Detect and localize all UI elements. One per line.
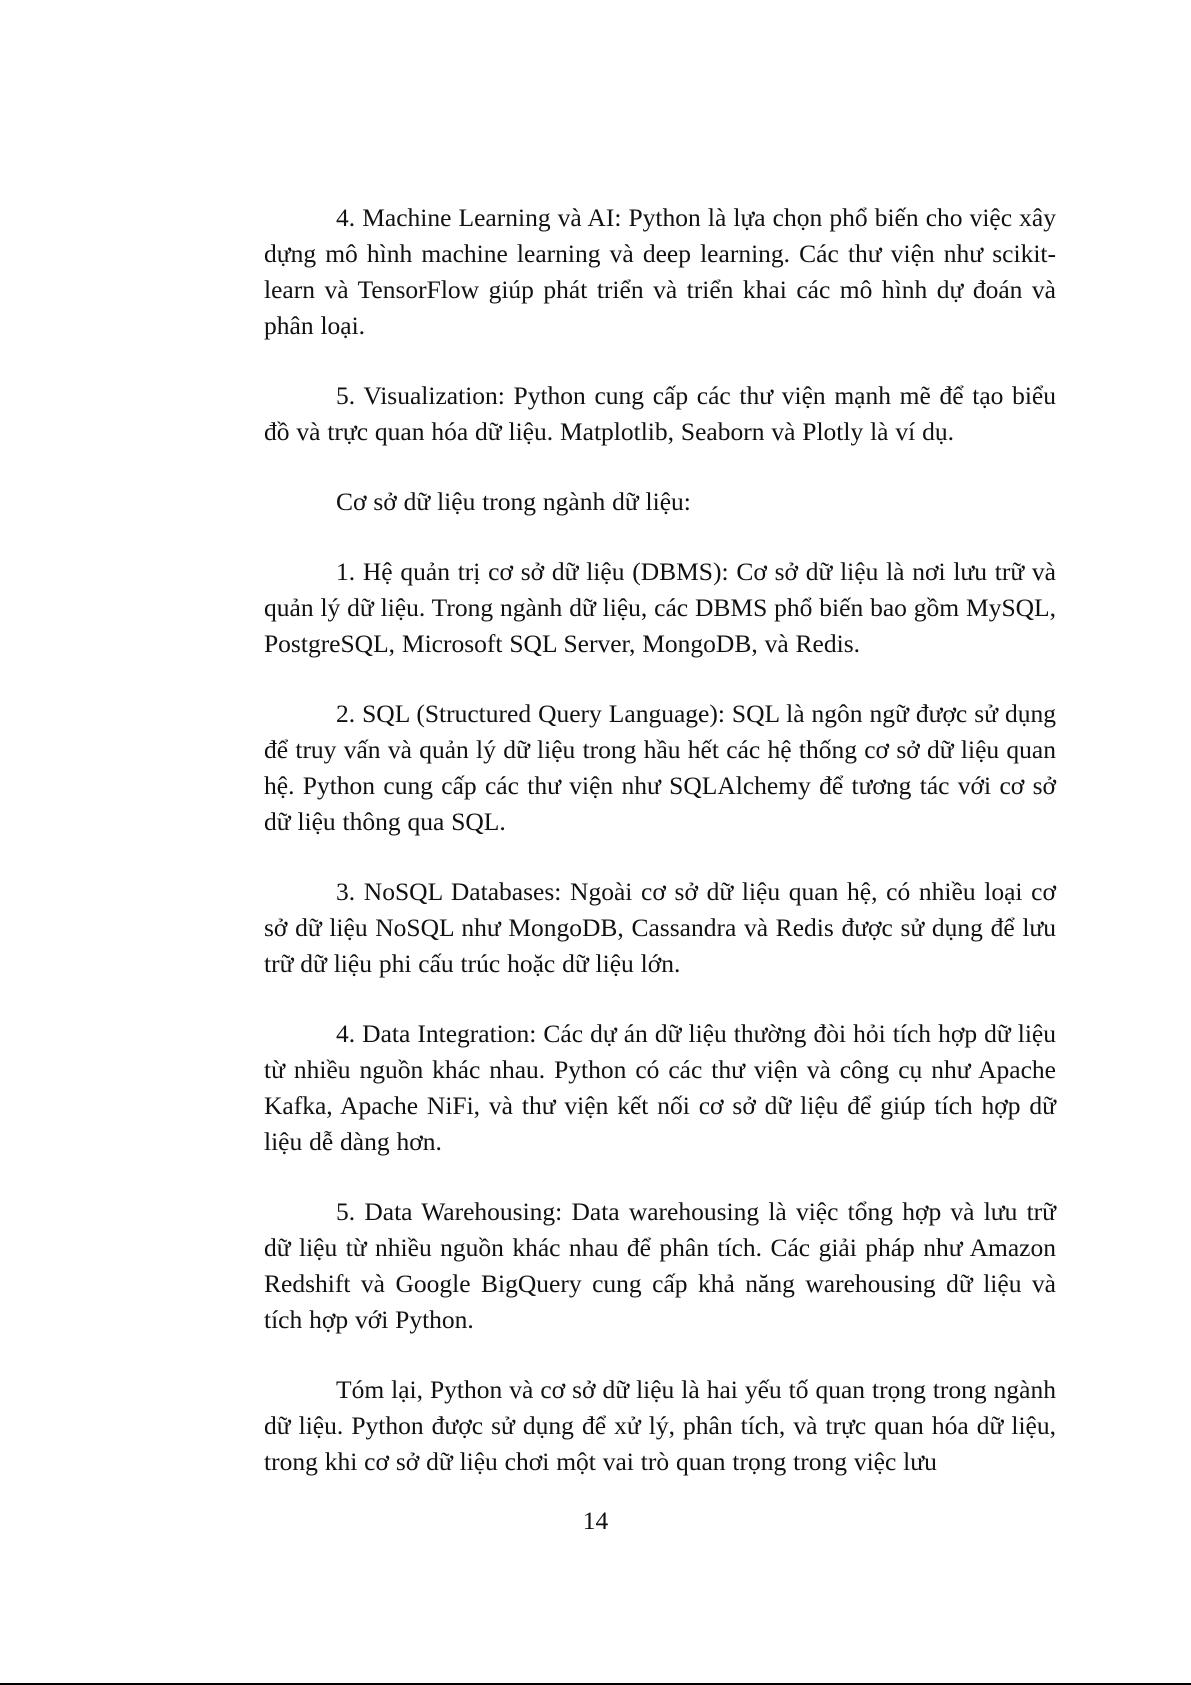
page-body <box>264 200 1056 1514</box>
paragraph-summary: Tóm lại, Python và cơ sở dữ liệu là hai yếu tố quan trọng trong ngành dữ liệu. Python được sử dụng để xử lý, phân tích, và trực quan hóa dữ liệu, trong khi cơ sở dữ liệu chơi một vai trò quan trọng trong việc lưu <box>264 1375 1056 1476</box>
paragraph-data-integration: 4. Data Integration: Các dự án dữ liệu thường đòi hỏi tích hợp dữ liệu từ nhiều nguồn khác nhau. Python có các thư viện và công cụ như Apache Kafka, Apache NiFi, và thư viện kết nối cơ sở dữ liệu để giúp tích hợp dữ liệu dễ dàng hơn. <box>264 1019 1056 1156</box>
paragraph-sql: 2. SQL (Structured Query Language): SQL là ngôn ngữ được sử dụng để truy vấn và quản lý dữ liệu trong hầu hết các hệ thống cơ sở dữ liệu quan hệ. Python cung cấp các thư viện như SQLAlchemy để tương tác với cơ sở dữ liệu thông qua SQL. <box>264 699 1056 836</box>
paragraph-machine-learning-ai: 4. Machine Learning và AI: Python là lựa chọn phổ biến cho việc xây dựng mô hình machine learning và deep learning. Các thư viện như scikit-learn và TensorFlow giúp phát triển và triển khai các mô hình dự đoán và phân loại. <box>264 203 1056 340</box>
paragraph-data-warehousing: 5. Data Warehousing: Data warehousing là việc tổng hợp và lưu trữ dữ liệu từ nhiều nguồn khác nhau để phân tích. Các giải pháp như Amazon Redshift và Google BigQuery cung cấp khả năng warehousing dữ liệu và tích hợp với Python. <box>264 1197 1056 1334</box>
paragraph-dbms: 1. Hệ quản trị cơ sở dữ liệu (DBMS): Cơ sở dữ liệu là nơi lưu trữ và quản lý dữ liệu. Trong ngành dữ liệu, các DBMS phổ biến bao gồm MySQL, PostgreSQL, Microsoft SQL Server, MongoDB, và Redis. <box>264 557 1056 658</box>
section-heading-databases: Cơ sở dữ liệu trong ngành dữ liệu: <box>336 487 691 516</box>
page-number: 14 <box>582 1506 609 1535</box>
paragraph-nosql: 3. NoSQL Databases: Ngoài cơ sở dữ liệu quan hệ, có nhiều loại cơ sở dữ liệu NoSQL như MongoDB, Cassandra và Redis được sử dụng để lưu trữ dữ liệu phi cấu trúc hoặc dữ liệu lớn. <box>264 877 1056 978</box>
paragraph-visualization: 5. Visualization: Python cung cấp các thư viện mạnh mẽ để tạo biểu đồ và trực quan hóa dữ liệu. Matplotlib, Seaborn và Plotly là ví dụ. <box>264 381 1056 446</box>
